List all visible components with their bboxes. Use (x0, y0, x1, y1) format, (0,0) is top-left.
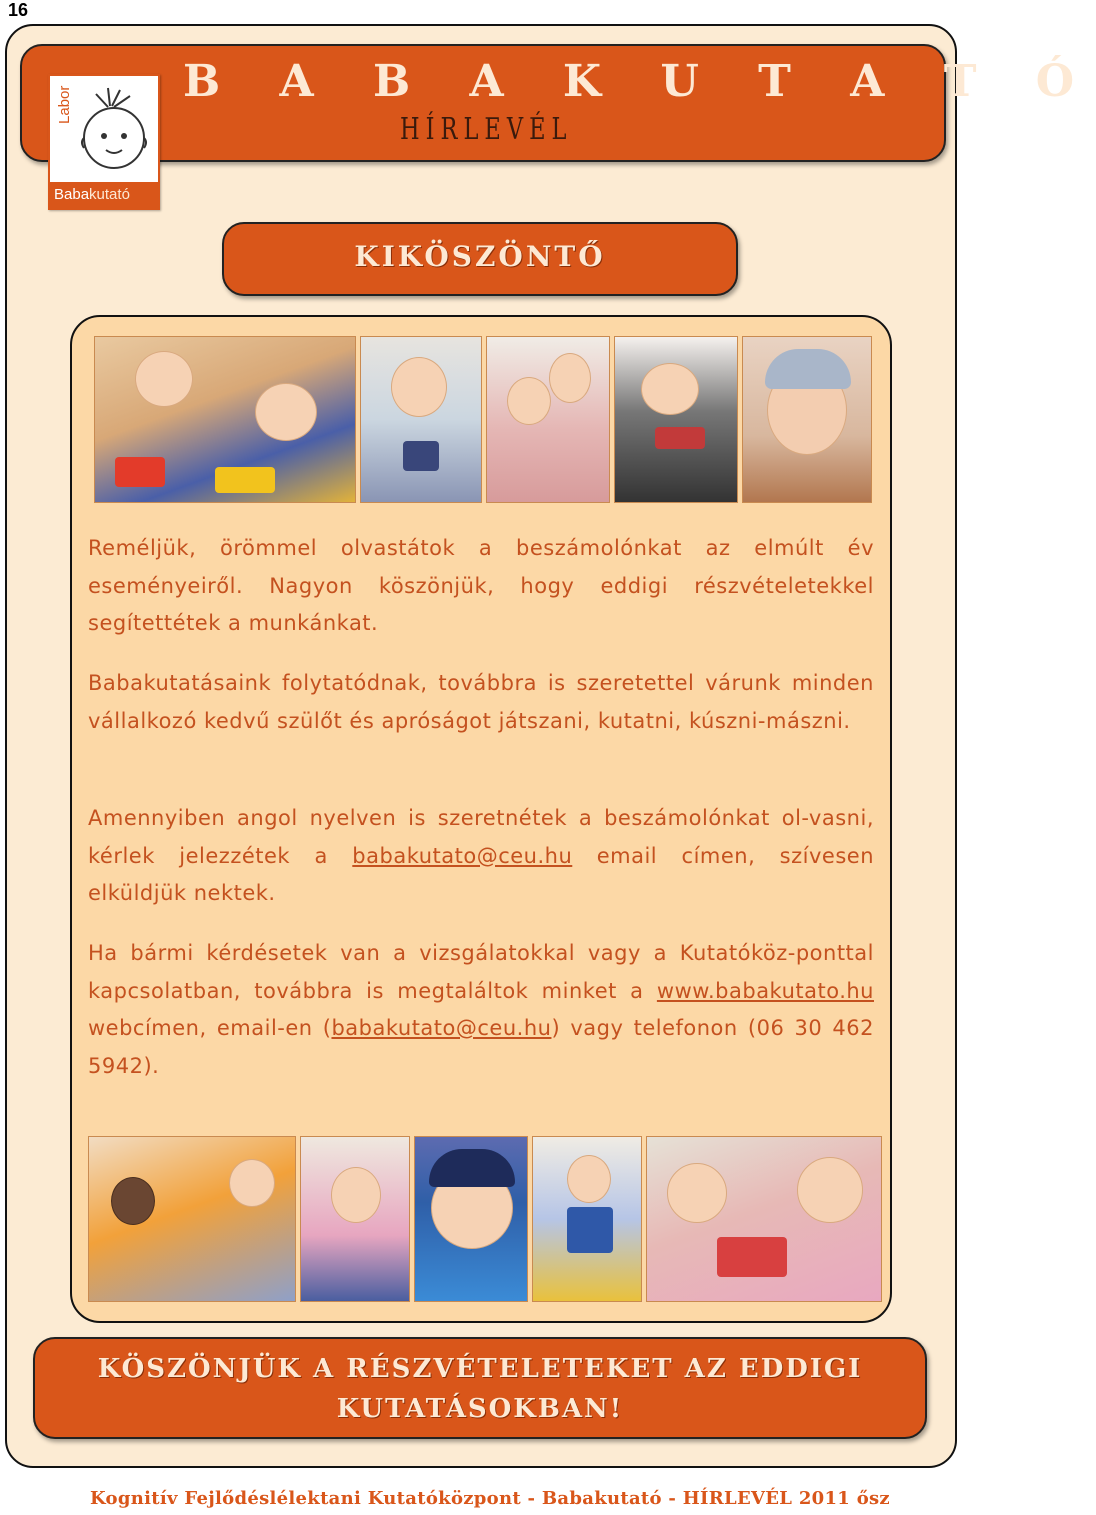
contact-text: Ha bármi kérdésetek van a vizsgálatokkal vagy a Kutatóköz-ponttal kapcsolatban, továbbra is megtaláltok minket a (88, 941, 874, 1003)
photo-baby-pink-dress (300, 1136, 410, 1302)
page-footer: Kognitív Fejlődéslélektani Kutatóközpont - Babakutató - HÍRLEVÉL 2011 ősz (90, 1488, 890, 1509)
logo-vertical-text: Labor (56, 85, 73, 124)
website-link[interactable]: www.babakutato.hu (656, 978, 874, 1003)
photo-baby-blue-shirt (532, 1136, 642, 1302)
photo-baby-eeg-cap (742, 336, 872, 503)
thanks-message (35, 1349, 925, 1429)
newsletter-title: B A B A K U T A T Ó (183, 56, 1096, 107)
page-number: 16 (8, 0, 29, 20)
logo-wordmark-right: kutató (89, 186, 130, 203)
english-version-paragraph (88, 800, 874, 913)
english-version-text: Amennyiben angol nyelven is szeretnétek a beszámolónkat ol-vasni, kérlek jelezzétek a (88, 806, 874, 868)
email-link[interactable]: babakutato@ceu.hu (352, 843, 573, 868)
top-photo-strip (94, 336, 872, 503)
photo-smiling-babies (646, 1136, 882, 1302)
thanks-line-1: KÖSZÖNJÜK A RÉSZVÉTELETEKET AZ EDDIGI (97, 1354, 863, 1384)
newsletter-subtitle: HÍRLEVÉL (400, 112, 573, 147)
contact-paragraph (88, 935, 874, 1085)
logo-wordmark (50, 182, 158, 208)
contact-text-mid: webcímen, email-en ( (88, 1016, 332, 1040)
photo-baby-with-toy (360, 336, 482, 503)
babakutato-logo (48, 74, 160, 210)
thanks-line-2: KUTATÁSOKBAN! (336, 1394, 624, 1424)
intro-paragraph: Reméljük, örömmel olvastátok a beszámolónkat az elmúlt év eseményeiről. Nagyon köszönjük, hogy eddigi részvételetekkel segítettétek a munkánkat. (88, 536, 874, 635)
photo-baby-in-car-seat (614, 336, 738, 503)
photo-babies-playing (94, 336, 356, 503)
thanks-banner (33, 1337, 927, 1439)
welcome-banner (222, 222, 738, 296)
english-version-text-end: email címen, szívesen elküldjük nektek. (88, 843, 874, 905)
welcome-title: KIKÖSZÖNTŐ (354, 240, 606, 273)
logo-wordmark-left: Baba (54, 186, 90, 203)
contact-text-end: ) vagy telefonon (06 30 462 5942). (88, 1016, 874, 1078)
photo-two-toddlers (88, 1136, 296, 1302)
photo-mother-and-baby (486, 336, 610, 503)
contact-email-link[interactable]: babakutato@ceu.hu (331, 1016, 552, 1040)
photo-baby-blue-cap (414, 1136, 528, 1302)
continuation-paragraph: Babakutatásaink folytatódnak, továbbra is szeretettel várunk minden vállalkozó kedvű szülőt és apróságot játszani, kutatni, kúszni-mászni. (88, 671, 874, 733)
bottom-photo-strip (88, 1136, 882, 1302)
